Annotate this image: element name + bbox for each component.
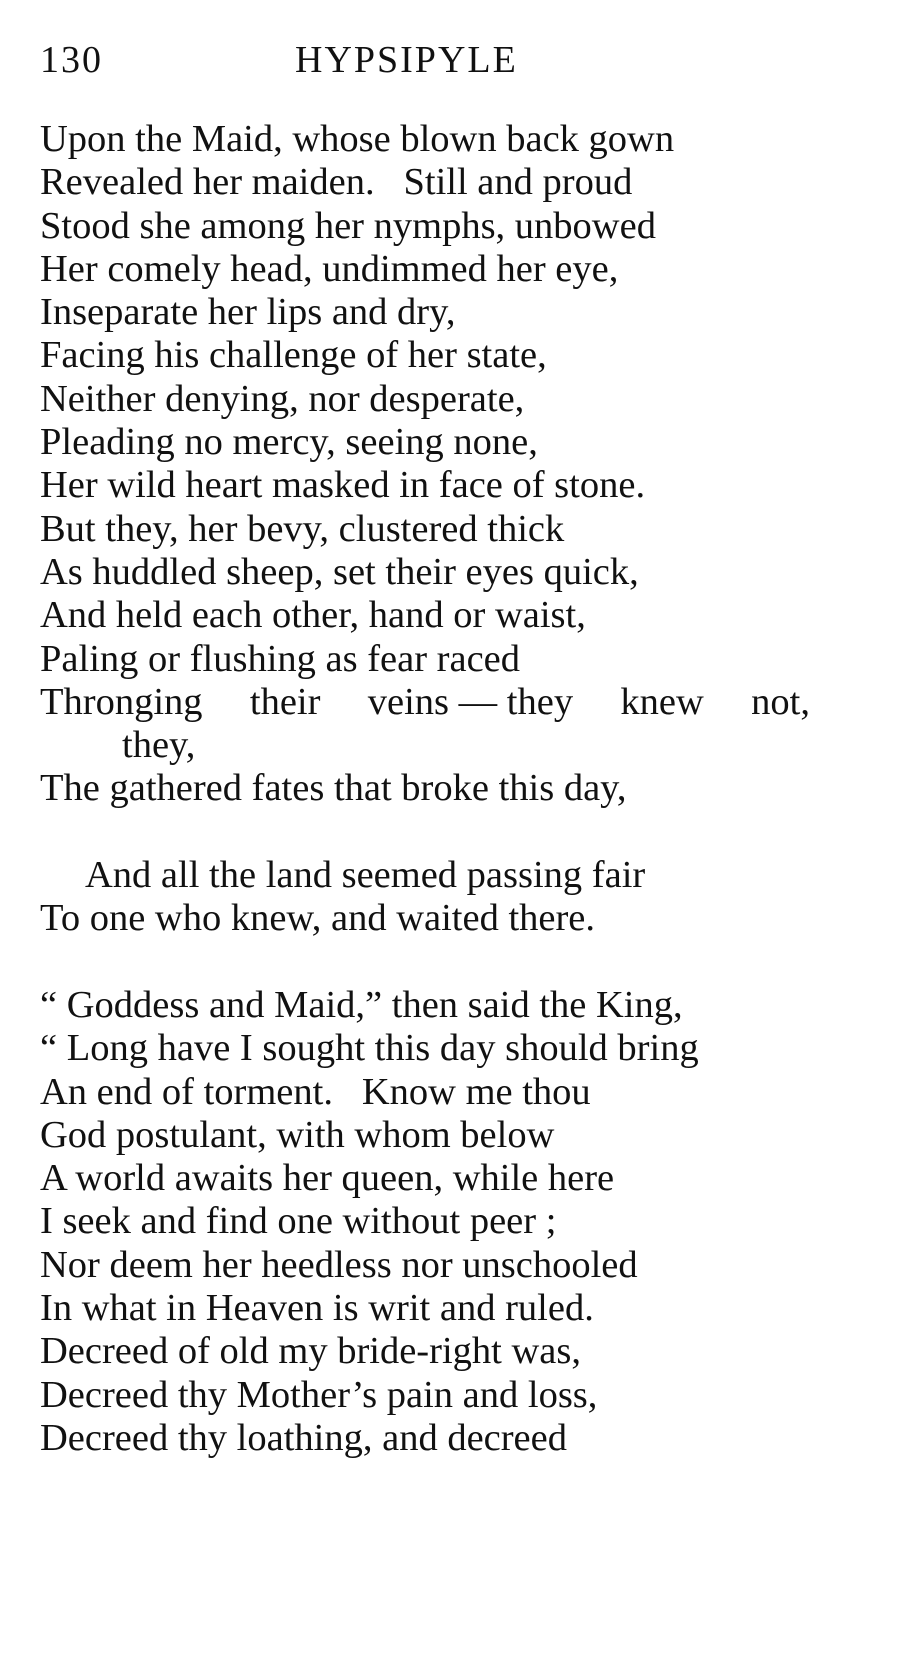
poem-line: And all the land seemed passing fair [85, 854, 646, 897]
poem-line: Upon the Maid, whose blown back gown [40, 118, 675, 160]
page-number: 130 [40, 39, 103, 81]
page-header [40, 38, 840, 88]
poem-line: Her comely head, undimmed her eye, [40, 247, 619, 290]
poem-line-justified [40, 681, 810, 724]
stanza-break [40, 811, 860, 854]
word: knew [620, 680, 704, 723]
poem-line: Decreed thy Mother’s pain and loss, [40, 1373, 598, 1416]
poem-body [40, 118, 860, 1460]
poem-line: Revealed her maiden. Still and proud [40, 161, 633, 204]
poem-line: Neither denying, nor desperate, [40, 377, 525, 420]
poem-line: “ Goddess and Maid,” then said the King, [40, 983, 683, 1026]
poem-line: “ Long have I sought this day should bring [40, 1027, 699, 1070]
stanza-break [40, 941, 860, 984]
poem-line: A world awaits her queen, while here [40, 1157, 615, 1200]
poem-line: An end of torment. Know me thou [40, 1070, 591, 1113]
word: not, [751, 680, 810, 723]
poem-line: Nor deem her heedless nor unschooled [40, 1243, 638, 1286]
word: Thronging [40, 680, 203, 723]
poem-line-turnover: they, [122, 724, 196, 767]
poem-line: God postulant, with whom below [40, 1113, 555, 1156]
running-title: HYPSIPYLE [295, 39, 518, 81]
word: their [249, 680, 321, 723]
poem-line: Stood she among her nymphs, unbowed [40, 204, 656, 247]
poem-line: And held each other, hand or waist, [40, 594, 586, 637]
poem-line: The gathered fates that broke this day, [40, 767, 627, 810]
poem-line: In what in Heaven is writ and ruled. [40, 1287, 594, 1330]
poem-line: Decreed of old my bride-right was, [40, 1330, 581, 1373]
poem-line: Facing his challenge of her state, [40, 334, 547, 377]
poem-line: To one who knew, and waited there. [40, 897, 596, 940]
poem-line: Her wild heart masked in face of stone. [40, 464, 646, 507]
poem-line: Decreed thy loathing, and decreed [40, 1416, 567, 1459]
poem-line: Pleading no mercy, seeing none, [40, 421, 538, 464]
poem-line: As huddled sheep, set their eyes quick, [40, 550, 639, 593]
poem-line: Paling or flushing as fear raced [40, 637, 521, 680]
poem-line: But they, her bevy, clustered thick [40, 507, 565, 550]
poem-line: Inseparate her lips and dry, [40, 291, 456, 334]
poem-line: I seek and find one without peer ; [40, 1200, 557, 1243]
word: veins — they [367, 680, 574, 723]
